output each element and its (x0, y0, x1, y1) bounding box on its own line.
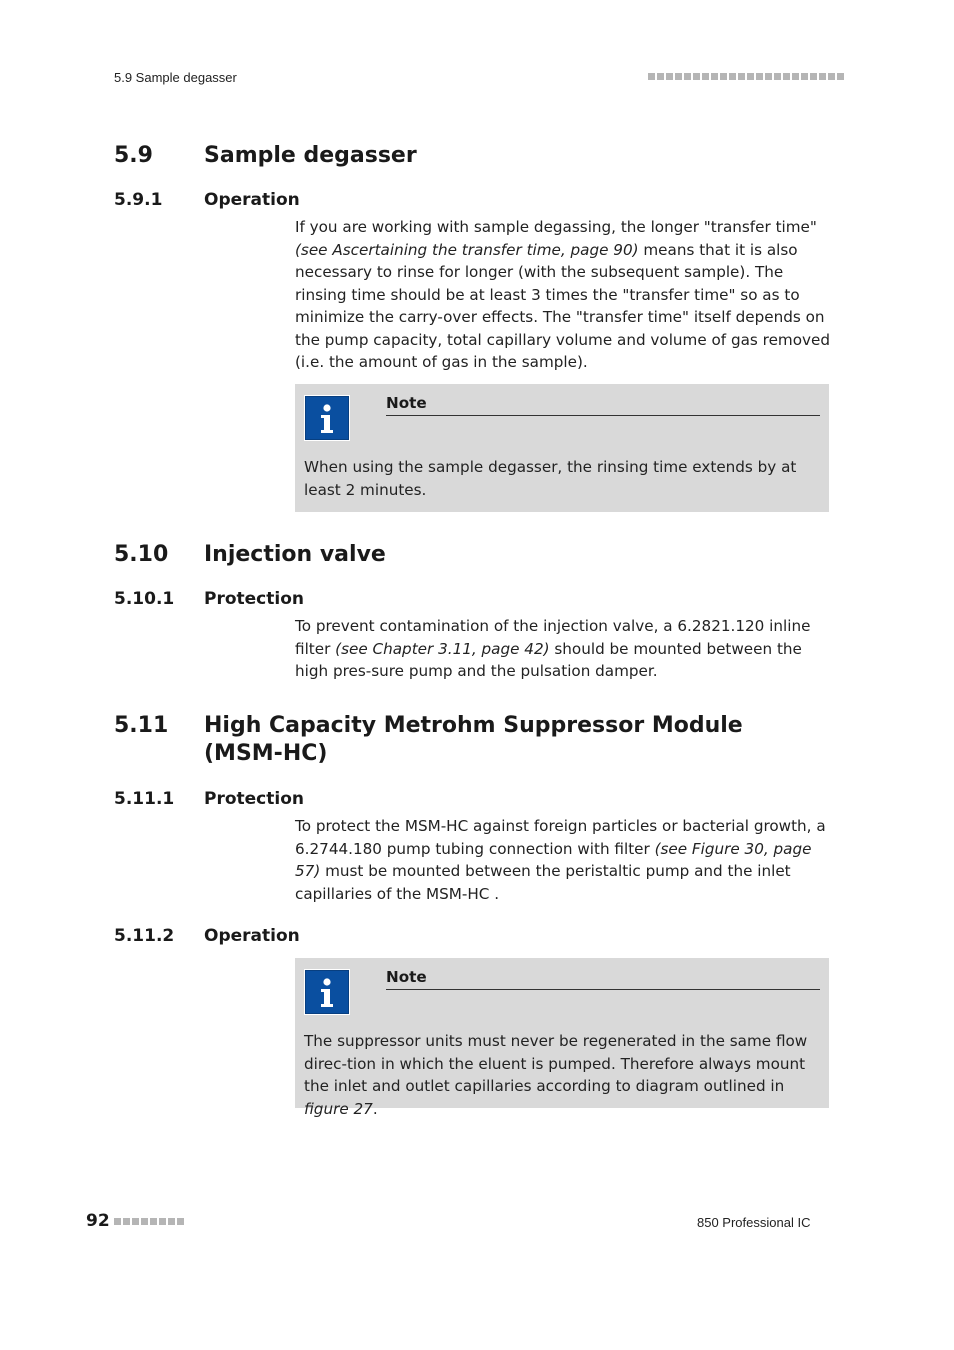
subsection-title: Protection (204, 589, 304, 609)
subsection-number: 5.10.1 (114, 589, 175, 609)
subsection-heading-5-11-1 (114, 788, 834, 810)
info-icon (304, 969, 350, 1015)
paragraph-5-9-1 (295, 216, 830, 374)
section-number: 5.9 (114, 143, 153, 168)
footer-decoration (114, 1218, 184, 1225)
section-heading-5-11 (114, 711, 834, 771)
paragraph-5-11-1 (295, 815, 830, 905)
section-title: Sample degasser (204, 143, 417, 168)
subsection-heading-5-11-2 (114, 925, 834, 947)
paragraph-text: means that it is also necessary to rinse for longer (with the subsequent sample). The rinsing time should be at least 3 times the "transfer time" so as to minimize the carry-over effects. The "transfer time" itself depends on the pump capacity, total capillary volume and volume of gas removed (i.e. the amount of gas in the sample). (295, 240, 830, 371)
paragraph-text: To prevent contamination of the injection valve, a 6.2821.120 inline filter (295, 617, 811, 658)
section-number: 5.10 (114, 542, 169, 567)
note-box (295, 384, 829, 512)
note-text: When using the sample degasser, the rinsing time extends by at least 2 minutes. (304, 458, 797, 499)
subsection-title: Operation (204, 190, 300, 210)
page-number: 92 (86, 1211, 110, 1231)
cross-reference-link[interactable]: (see Chapter 3.11, page 42) (335, 639, 550, 658)
product-name: 850 Professional IC (697, 1215, 811, 1230)
paragraph-5-10-1 (295, 615, 830, 683)
running-head: 5.9 Sample degasser (114, 70, 237, 85)
paragraph-text: should be mounted between the high pres-sure pump and the pulsation damper. (295, 639, 802, 680)
cross-reference-link[interactable]: (see Ascertaining the transfer time, page 90) (295, 240, 639, 259)
paragraph-text: must be mounted between the peristaltic pump and the inlet capillaries of the MSM-HC . (295, 862, 791, 903)
note-title: Note (386, 393, 820, 416)
section-number: 5.11 (114, 713, 169, 738)
subsection-heading-5-10-1 (114, 588, 834, 610)
note-text-part: The suppressor units must never be regenerated in the same flow direc-tion in which the eluent is pumped. Therefore always mount the inlet and outlet capillaries according to diagram outlined in (304, 1032, 808, 1095)
subsection-title: Protection (204, 789, 304, 809)
info-icon (304, 395, 350, 441)
subsection-title: Operation (204, 926, 300, 946)
subsection-number: 5.11.1 (114, 789, 175, 809)
note-text-part: . (372, 1099, 378, 1118)
section-title-line-2: (MSM-HC) (204, 741, 328, 766)
paragraph-text: To protect the MSM-HC against foreign particles or bacterial growth, a 6.2744.180 pump tubing connection with filter (295, 817, 826, 858)
note-text (304, 1030, 820, 1120)
cross-reference-link[interactable]: figure 27 (304, 1099, 373, 1118)
section-title: Injection valve (204, 542, 386, 567)
subsection-number: 5.11.2 (114, 926, 175, 946)
header-decoration (648, 73, 844, 80)
subsection-heading-5-9-1 (114, 189, 834, 211)
section-title-line-1: High Capacity Metrohm Suppressor Module (204, 713, 743, 738)
cross-reference-link[interactable]: (see Figure 30, page 57) (295, 839, 812, 880)
note-box (295, 958, 829, 1118)
subsection-number: 5.9.1 (114, 190, 163, 210)
note-title: Note (386, 967, 820, 990)
paragraph-text: If you are working with sample degassing, the longer "transfer time" (295, 218, 817, 236)
